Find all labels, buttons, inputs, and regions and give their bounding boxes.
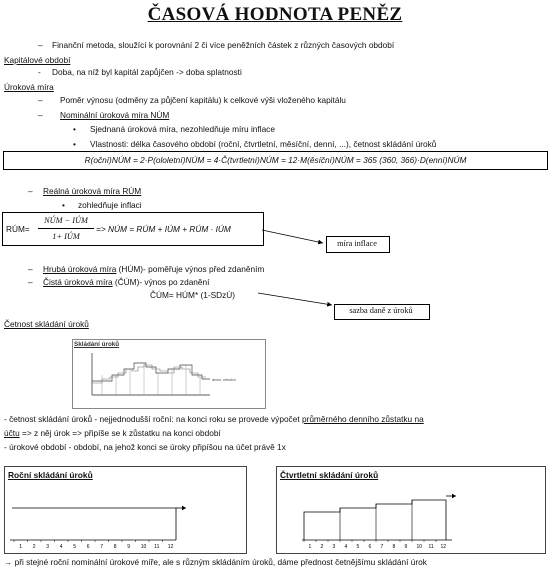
rum-result: => NÚM = RÚM + IÚM + RÚM · IÚM (96, 224, 231, 234)
tick-label: 3 (332, 544, 336, 550)
cetnost-text-2: => z něj úrok => připíše se k zůstatku na konci období (19, 428, 221, 438)
arrow-to-sazba (258, 293, 332, 305)
sazba-label: sazba daně z úroků (349, 306, 413, 315)
cista-rest: (ČÚM)- výnos po zdanění (112, 277, 210, 287)
tick-label: 11 (154, 544, 160, 550)
chart-ctvrtletni-title: Čtvrtletní skládání úroků (280, 470, 379, 480)
tick-label: 6 (368, 544, 372, 550)
chart-skladani-legend: denní, měsíční (212, 378, 236, 382)
heading-nominalni: Nominální úroková míra NÚM (60, 110, 170, 120)
hruba-rest: (HÚM)- poměřuje výnos před zdaněním (116, 264, 265, 274)
chart-ctvrtletni-svg (276, 466, 544, 552)
tick-label: 7 (100, 544, 104, 550)
tick-label: 2 (320, 544, 324, 550)
tick-label: 7 (380, 544, 384, 550)
page-title: ČASOVÁ HODNOTA PENĚZ (147, 4, 403, 25)
tick-label: 4 (59, 544, 63, 550)
bullet-dot: • (73, 124, 76, 134)
tick-label: 8 (113, 544, 117, 550)
tick-label: 9 (127, 544, 131, 550)
tick-label: 11 (428, 544, 434, 550)
cista-link: Čistá úroková míra (43, 277, 113, 287)
bullet-dash: - (38, 67, 41, 77)
arrow-to-mira-inflace (262, 230, 323, 243)
cetnost-text-2-u: účtu (4, 428, 20, 438)
chart-rocni-title: Roční skládání úroků (8, 470, 93, 480)
bullet-dash: – (28, 264, 33, 274)
tick-label: 10 (416, 544, 423, 550)
line-sjednana: Sjednaná úroková míra, nezohledňuje míru inflace (90, 124, 275, 134)
footer-line: → při stejné roční nominální úrokové míře, ale s různým skládáním úroků, dáme přednost četnějšímu skládání úrok (4, 557, 427, 567)
tick-label: 12 (440, 544, 447, 550)
cetnost-text-1: - četnost skládání úroků - nejjednodušší roční: na konci roku se provede výpočet (4, 414, 302, 424)
cetnost-text-1-u: průměrného denního zůstatku na (301, 414, 424, 424)
tick-label: 8 (392, 544, 396, 550)
bullet-dash: – (38, 95, 43, 105)
line-vlastnosti: Vlastnosti: délka časového období (roční, čtvrtletní, měsíční, denní, ...), četnost skládání úroků (90, 139, 437, 149)
heading-cetnost: Četnost skládání úroků (4, 319, 89, 329)
formula-num: R(oční)NÚM = 2·P(ololetní)NÚM = 4·Č(tvrtletní)NÚM = 12·M(ěsíční)NÚM = 365 (360, 366)·D(enní)NÚM (84, 155, 467, 165)
tick-label: 6 (86, 544, 90, 550)
line-financni-metoda: Finanční metoda, sloužící k porovnání 2 či více peněžních částek z různých časových období (52, 40, 395, 50)
tick-label: 2 (32, 544, 36, 550)
line-pomer-vynosu: Poměr výnosu (odměny za půjčení kapitálu) k celkové výši vloženého kapitálu (60, 95, 346, 105)
chart-skladani-svg (72, 339, 264, 407)
tick-label: 3 (46, 544, 50, 550)
line-urokove-obdobi: - úrokové období - období, na jehož konci se úroky připíšou na účet právě 1x (4, 442, 286, 452)
line-cetnost-1 (4, 414, 424, 424)
tick-label: 1 (308, 544, 312, 550)
rum-numerator: NÚM − IÚM (44, 216, 88, 225)
bullet-dot: • (62, 200, 65, 210)
bullet-dash: – (38, 110, 43, 120)
tick-label: 10 (140, 544, 147, 550)
rum-denominator: 1+ IÚM (52, 232, 80, 241)
rum-label: RÚM= (6, 224, 30, 234)
bullet-dot: • (73, 139, 76, 149)
heading-kapitalove-obdobi: Kapitálové období (4, 55, 71, 65)
tick-label: 5 (73, 544, 77, 550)
tick-label: 9 (404, 544, 408, 550)
tick-label: 4 (344, 544, 348, 550)
hruba-link: Hrubá úroková míra (43, 264, 117, 274)
line-cetnost-2 (4, 428, 221, 438)
heading-realna: Reálná úroková míra RÚM (43, 186, 142, 196)
bullet-dash: – (28, 277, 33, 287)
tick-label: 5 (356, 544, 360, 550)
mira-inflace-label: míra inflace (337, 239, 377, 248)
line-doba: Doba, na níž byl kapitál zapůjčen -> doba splatnosti (52, 67, 242, 77)
bullet-dash: – (28, 186, 33, 196)
tick-label: 12 (167, 544, 174, 550)
cum-formula: ČÚM= HÚM* (1-SDzÚ) (150, 290, 236, 300)
tick-label: 1 (19, 544, 23, 550)
bullet-dash: – (38, 40, 43, 50)
chart-skladani-title: Skládání úroků (74, 341, 120, 348)
line-zohlednuje: zohledňuje inflaci (78, 200, 142, 210)
chart-rocni-svg (4, 466, 245, 552)
heading-urokova-mira: Úroková míra (4, 82, 54, 92)
